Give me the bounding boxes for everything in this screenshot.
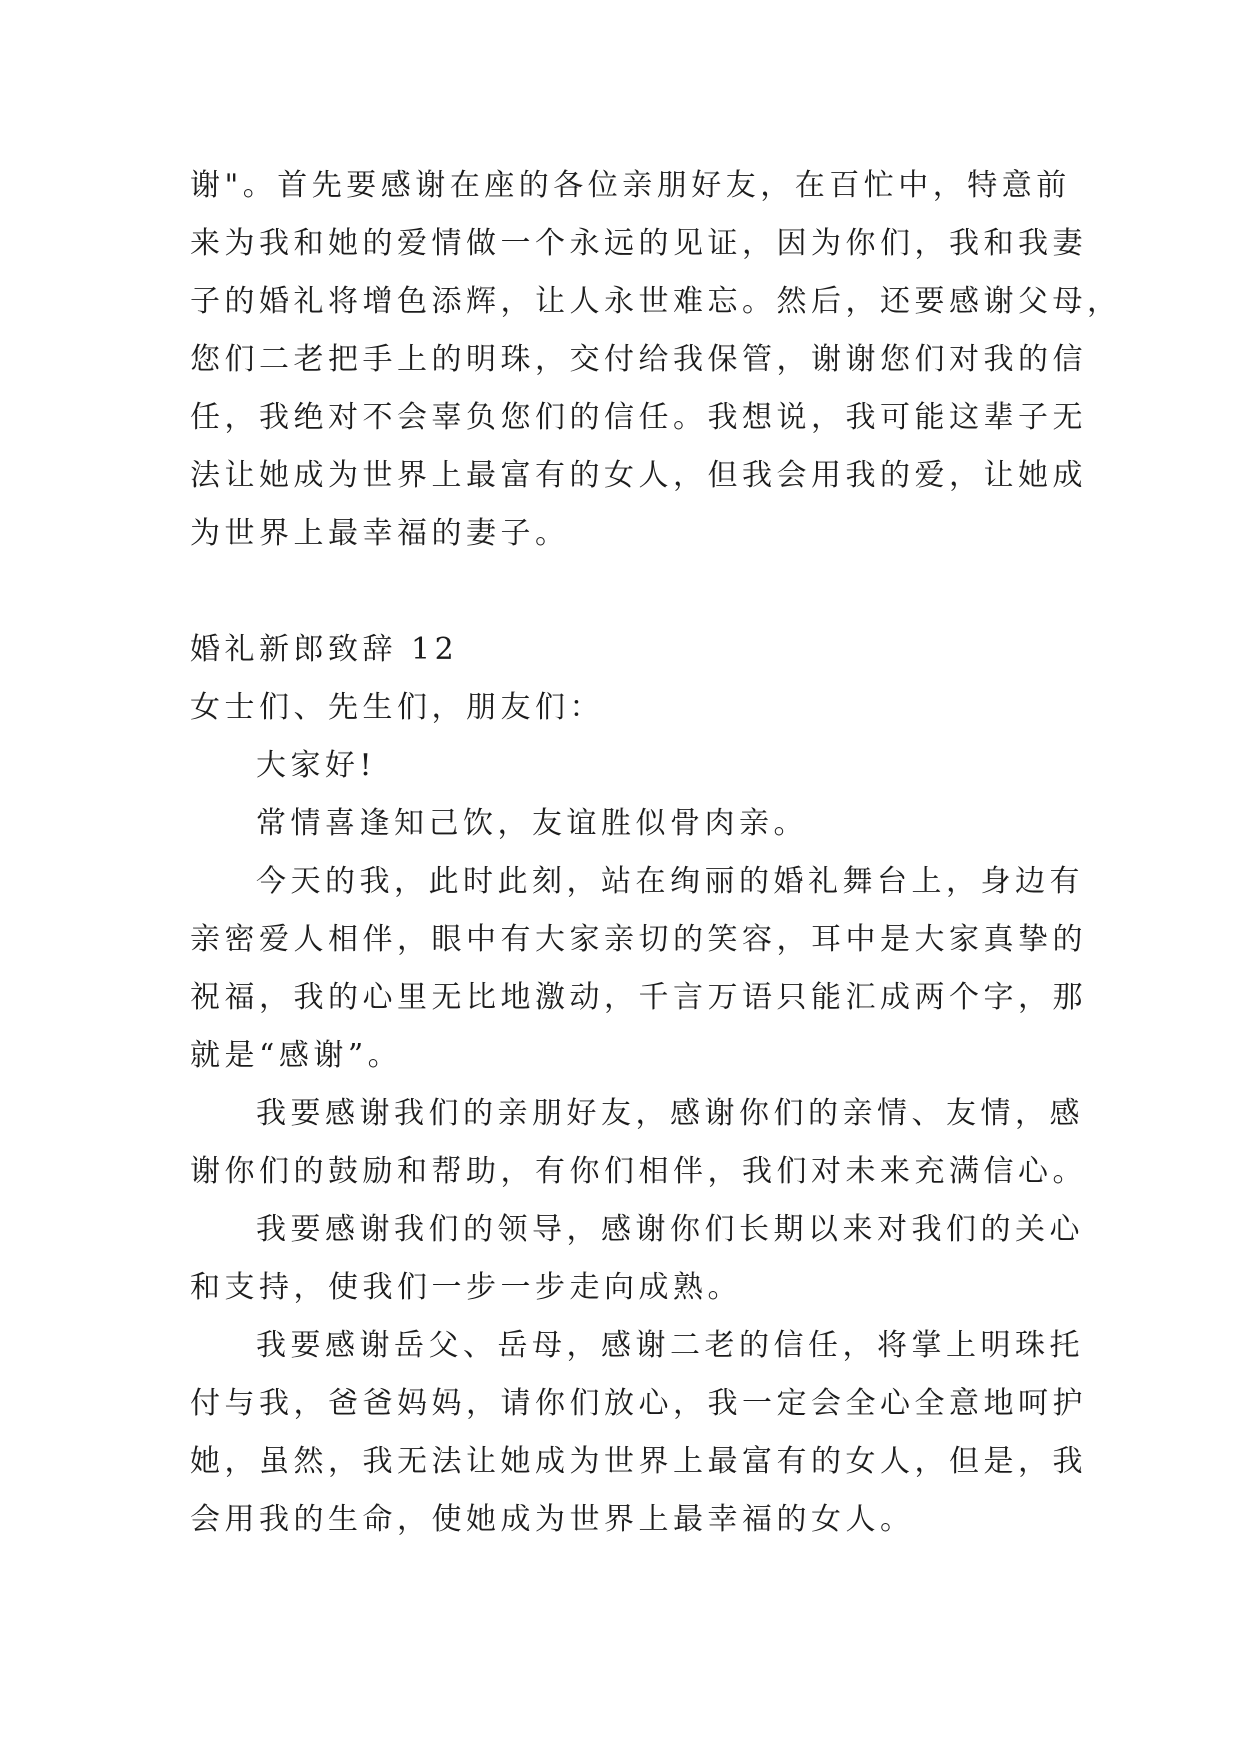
paragraph-line: 亲密爱人相伴，眼中有大家亲切的笑容，耳中是大家真挚的	[190, 922, 1087, 957]
paragraph-line: 我要感谢岳父、岳母，感谢二老的信任，将掌上明珠托	[256, 1328, 1084, 1363]
paragraph-line: 您们二老把手上的明珠，交付给我保管，谢谢您们对我的信	[190, 342, 1087, 377]
paragraph-line: 我要感谢我们的亲朋好友，感谢你们的亲情、友情，感	[256, 1096, 1084, 1131]
greeting-line: 大家好!	[256, 748, 377, 783]
paragraph-line: 付与我，爸爸妈妈，请你们放心，我一定会全心全意地呵护	[190, 1386, 1087, 1421]
paragraph-line: 为世界上最幸福的妻子。	[190, 516, 570, 551]
paragraph-line: 她，虽然，我无法让她成为世界上最富有的女人，但是，我	[190, 1444, 1087, 1479]
paragraph-line: 常情喜逢知己饮，友谊胜似骨肉亲。	[256, 806, 808, 841]
paragraph-line: 谢你们的鼓励和帮助，有你们相伴，我们对未来充满信心。	[190, 1154, 1087, 1189]
paragraph-line: 来为我和她的爱情做一个永远的见证，因为你们，我和我妻	[190, 226, 1087, 261]
paragraph-line: 子的婚礼将增色添辉，让人永世难忘。然后，还要感谢父母，	[190, 284, 1122, 319]
paragraph-line: 谢"。首先要感谢在座的各位亲朋好友，在百忙中，特意前	[190, 168, 1071, 203]
paragraph-line: 和支持，使我们一步一步走向成熟。	[190, 1270, 742, 1305]
section-heading: 婚礼新郎致辞 12	[190, 632, 459, 667]
paragraph-line: 法让她成为世界上最富有的女人，但我会用我的爱，让她成	[190, 458, 1087, 493]
salutation: 女士们、先生们，朋友们：	[190, 690, 604, 725]
paragraph-line: 任，我绝对不会辜负您们的信任。我想说，我可能这辈子无	[190, 400, 1087, 435]
paragraph-line: 会用我的生命，使她成为世界上最幸福的女人。	[190, 1502, 915, 1537]
paragraph-line: 祝福，我的心里无比地激动，千言万语只能汇成两个字，那	[190, 980, 1087, 1015]
paragraph-line: 今天的我，此时此刻，站在绚丽的婚礼舞台上，身边有	[256, 864, 1084, 899]
paragraph-line: 我要感谢我们的领导，感谢你们长期以来对我们的关心	[256, 1212, 1084, 1247]
paragraph-line: 就是“感谢”。	[190, 1038, 403, 1073]
